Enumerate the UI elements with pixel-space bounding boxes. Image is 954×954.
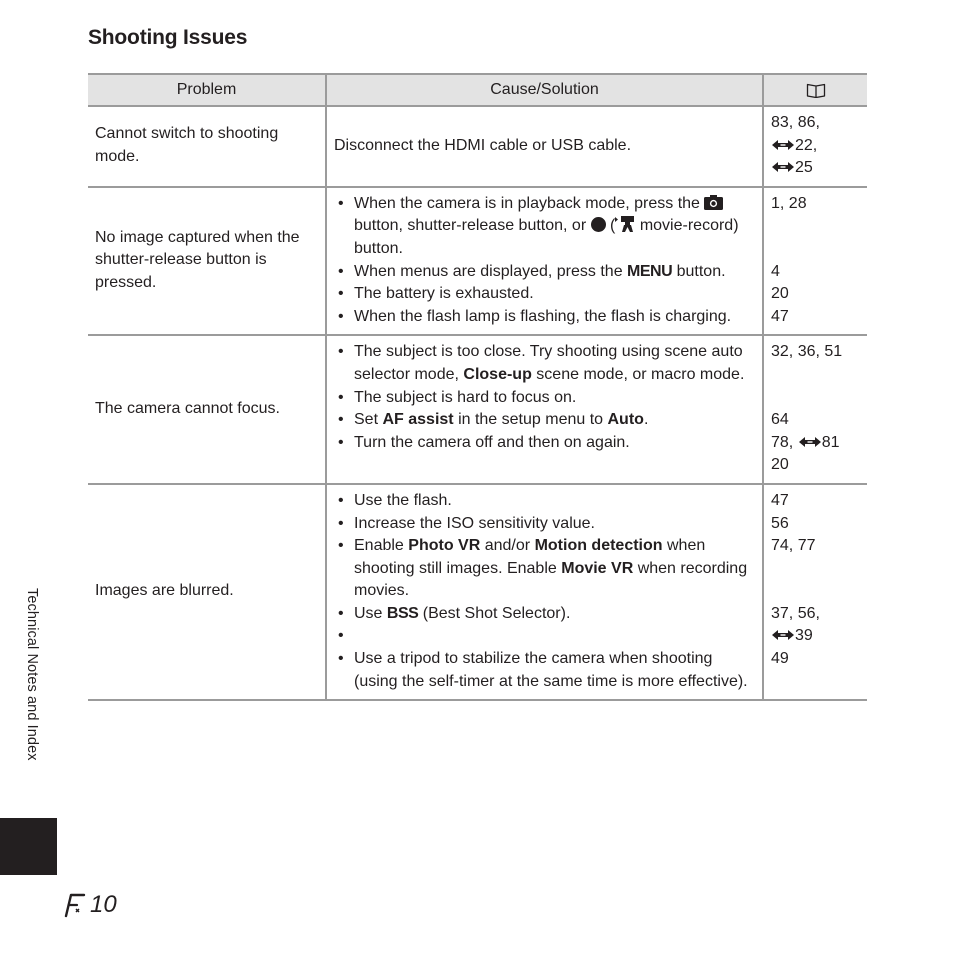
- ref-text: 22,: [795, 136, 818, 154]
- ref-line: 47: [771, 491, 789, 509]
- reference-cell: [763, 484, 867, 700]
- section-side-label: Technical Notes and Index: [24, 588, 40, 761]
- solution-item: • The subject is hard to focus on.: [334, 387, 755, 410]
- ref-text: 39: [795, 627, 813, 645]
- solution-cell: [326, 335, 763, 484]
- list-spacer: [334, 625, 755, 648]
- solution-text: .: [643, 411, 649, 429]
- camera-icon: [704, 195, 723, 210]
- solution-item: [334, 409, 755, 432]
- solution-cell: [326, 106, 763, 187]
- ref-spacer: [771, 364, 860, 387]
- setting-name: AF assist: [382, 411, 454, 429]
- ref-line: [771, 432, 860, 455]
- ref-line: 49: [771, 650, 789, 668]
- problem-cell: Cannot switch to shooting mode.: [88, 106, 326, 187]
- ref-line: [771, 135, 860, 158]
- ref-text: 78,: [771, 433, 794, 451]
- ref-text: 81: [821, 433, 840, 451]
- header-solution: Cause/Solution: [326, 74, 763, 106]
- table-row: [88, 187, 867, 336]
- setting-name: Close-up: [463, 365, 532, 383]
- ref-line: 74, 77: [771, 537, 816, 555]
- setting-name: Motion detection: [534, 537, 663, 555]
- movie-camera-icon: [615, 216, 635, 232]
- solution-text: Use: [354, 604, 383, 622]
- solution-text: Set: [354, 411, 379, 429]
- setting-name: Photo VR: [408, 537, 481, 555]
- ref-line: [771, 625, 860, 648]
- e-ref-icon: [771, 139, 795, 151]
- solution-text: movie-record) button.: [354, 217, 739, 257]
- page-title: Shooting Issues: [88, 26, 248, 49]
- record-dot-icon: [591, 217, 606, 232]
- solution-text: When the camera is in playback mode, press the: [354, 194, 700, 212]
- solution-item: • Turn the camera off and then on again.: [334, 432, 755, 455]
- ref-spacer: [771, 387, 860, 410]
- solution-item: • Use a tripod to stabilize the camera when shooting (using the self-timer at the same time is more effective).: [334, 648, 755, 693]
- ref-text: 25: [795, 159, 813, 177]
- solution-text: and/or: [484, 537, 531, 555]
- solution-text: when shooting still images. Enable: [354, 537, 706, 577]
- solution-item: • When the flash lamp is flashing, the flash is charging.: [334, 306, 755, 329]
- book-icon: [806, 82, 826, 98]
- ref-spacer: [771, 215, 860, 238]
- page-number-text: 10: [90, 891, 117, 918]
- solution-item: • The battery is exhausted.: [334, 283, 755, 306]
- header-problem: Problem: [88, 74, 326, 106]
- solution-text: When menus are displayed, press the: [354, 262, 623, 280]
- ref-line: 64: [771, 411, 789, 429]
- e-ref-icon: [771, 161, 795, 173]
- reference-cell: [763, 187, 867, 336]
- solution-item: [334, 603, 755, 626]
- solution-cell: [326, 187, 763, 336]
- ref-spacer: [771, 238, 860, 261]
- ref-spacer: [771, 580, 860, 603]
- solution-text: when recording movies.: [354, 559, 748, 600]
- problem-cell: Images are blurred.: [88, 484, 326, 700]
- solution-text: The subject is too close. Try shooting using scene auto selector mode,: [354, 343, 743, 383]
- solution-text: button, shutter-release button, or: [354, 217, 587, 235]
- ref-line: 4: [771, 262, 780, 280]
- solution-item: • Increase the ISO sensitivity value.: [334, 513, 755, 536]
- solution-list: [334, 490, 755, 693]
- solution-list: [334, 341, 755, 454]
- solution-text: (: [610, 217, 616, 235]
- ref-line: 56: [771, 514, 789, 532]
- solution-cell: [326, 484, 763, 700]
- solution-item: • Use the flash.: [334, 490, 755, 513]
- menu-button-label: MENU: [627, 262, 673, 280]
- table-header-row: [88, 74, 867, 106]
- solution-list: [334, 193, 755, 329]
- ref-line: 20: [771, 285, 789, 303]
- table-row: [88, 335, 867, 484]
- setting-value: Auto: [607, 411, 644, 429]
- ref-line: 47: [771, 307, 789, 325]
- reference-cell: [763, 106, 867, 187]
- ref-line: 37, 56,: [771, 604, 820, 622]
- solution-item: [334, 261, 755, 284]
- solution-item: [334, 535, 755, 603]
- ref-line: 20: [771, 456, 789, 474]
- page-number: [60, 891, 117, 919]
- solution-item: [334, 341, 755, 386]
- solution-item: [334, 193, 755, 261]
- solution-text: in the setup menu to: [458, 411, 604, 429]
- table-row: [88, 106, 867, 187]
- solution-text: button.: [676, 262, 726, 280]
- ref-line: 83, 86,: [771, 114, 820, 131]
- solution-text: (Best Shot Selector).: [422, 604, 571, 622]
- setting-name: Movie VR: [561, 559, 634, 577]
- problem-cell: No image captured when the shutter-release button is pressed.: [88, 187, 326, 336]
- e-ref-icon: [798, 436, 822, 448]
- table-row: [88, 484, 867, 700]
- shooting-issues-table: [88, 73, 867, 701]
- bss-mode-label: BSS: [386, 604, 419, 622]
- f-section-icon: [60, 892, 88, 918]
- ref-line: 32, 36, 51: [771, 343, 843, 361]
- ref-line: 1, 28: [771, 194, 807, 212]
- reference-cell: [763, 335, 867, 484]
- solution-text: Enable: [354, 537, 404, 555]
- e-ref-icon: [771, 629, 795, 641]
- ref-spacer: [771, 558, 860, 581]
- section-tab-marker: [0, 818, 57, 875]
- header-reference: [763, 74, 867, 106]
- ref-line: [771, 157, 860, 180]
- solution-text: Disconnect the HDMI cable or USB cable.: [334, 136, 632, 154]
- solution-text: scene mode, or macro mode.: [536, 365, 745, 383]
- problem-cell: The camera cannot focus.: [88, 335, 326, 484]
